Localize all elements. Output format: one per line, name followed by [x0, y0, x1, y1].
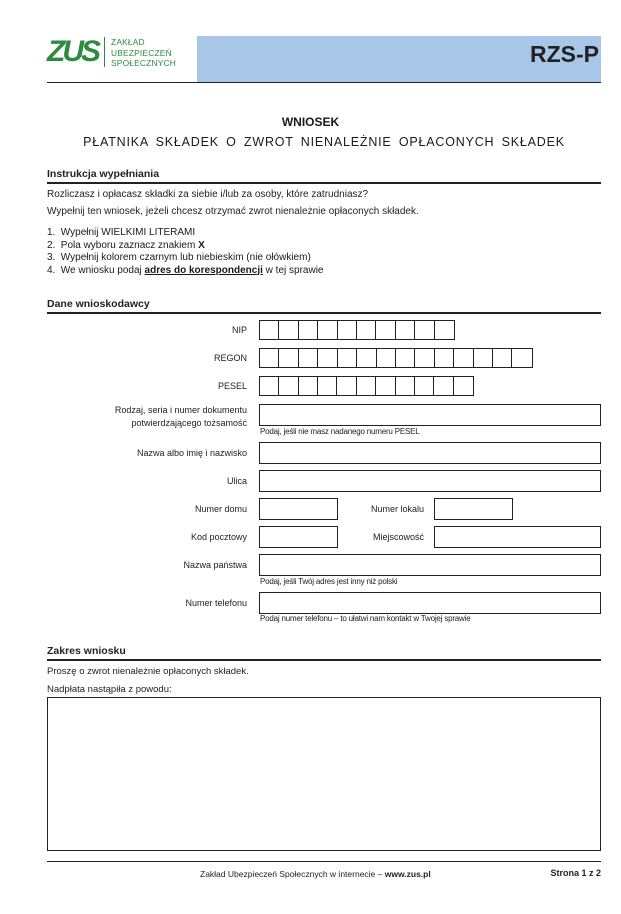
section-divider	[47, 659, 601, 661]
digit-box[interactable]	[299, 377, 318, 395]
digit-box[interactable]	[435, 321, 454, 339]
footer-text: Zakład Ubezpieczeń Społecznych w internecie – www.zus.pl	[200, 869, 431, 879]
phone-label: Numer telefonu	[185, 598, 247, 608]
street-field[interactable]	[259, 470, 601, 492]
digit-box[interactable]	[279, 377, 298, 395]
digit-box[interactable]	[318, 377, 337, 395]
digit-box[interactable]	[338, 349, 357, 367]
page-number: Strona 1 z 2	[550, 868, 601, 878]
digit-box[interactable]	[260, 377, 279, 395]
phone-field[interactable]	[259, 592, 601, 614]
section-heading-instructions: Instrukcja wypełniania	[47, 168, 160, 180]
logo-line-1: ZAKŁAD	[111, 37, 145, 47]
phone-hint: Podaj numer telefonu – to ułatwi nam kontakt w Twojej sprawie	[260, 614, 471, 623]
digit-box[interactable]	[318, 321, 337, 339]
house-number-label: Numer domu	[194, 504, 247, 514]
instructions-intro-1: Rozliczasz i opłacasz składki za siebie i/lub za osoby, które zatrudniasz?	[47, 189, 369, 200]
digit-box[interactable]	[415, 377, 434, 395]
digit-box[interactable]	[454, 349, 473, 367]
section-heading-scope: Zakres wniosku	[47, 645, 126, 657]
digit-box[interactable]	[415, 349, 434, 367]
digit-box[interactable]	[493, 349, 512, 367]
logo-line-2: UBEZPIECZEŃ	[111, 47, 172, 58]
logo-divider	[104, 37, 105, 67]
digit-box[interactable]	[377, 349, 396, 367]
digit-box[interactable]	[357, 349, 376, 367]
digit-box[interactable]	[474, 349, 493, 367]
name-label: Nazwa albo imię i nazwisko	[136, 448, 247, 458]
digit-box[interactable]	[396, 377, 415, 395]
digit-box[interactable]	[260, 349, 279, 367]
list-item: 3. Wypełnij kolorem czarnym lub niebieskim (nie ołówkiem)	[47, 252, 311, 263]
section-divider	[47, 182, 601, 184]
country-label: Nazwa państwa	[183, 560, 247, 570]
id-document-label: Rodzaj, seria i numer dokumentu potwierdzającego tożsamość	[114, 405, 247, 428]
country-hint: Podaj, jeśli Twój adres jest inny niż polski	[260, 577, 398, 586]
city-label: Miejscowość	[372, 532, 424, 542]
digit-box[interactable]	[396, 349, 415, 367]
list-item: 2. Pola wyboru zaznacz znakiem X	[47, 239, 205, 251]
section-heading-applicant: Dane wnioskodawcy	[47, 298, 150, 310]
digit-box[interactable]	[318, 349, 337, 367]
form-code: RZS-P	[530, 41, 599, 67]
id-document-hint: Podaj, jeśli nie masz nadanego numeru PESEL	[260, 427, 420, 436]
city-field[interactable]	[434, 526, 601, 548]
digit-box[interactable]	[279, 349, 298, 367]
nip-input[interactable]	[259, 320, 455, 340]
list-item: 4. We wniosku podaj adres do korespondencji w tej sprawie	[47, 264, 324, 276]
logo-line-3: SPOŁECZNYCH	[111, 58, 177, 68]
digit-box[interactable]	[299, 321, 318, 339]
digit-box[interactable]	[454, 377, 473, 395]
digit-box[interactable]	[415, 321, 434, 339]
scope-text-2: Nadpłata nastąpiła z powodu:	[47, 684, 172, 695]
scope-text-1: Proszę o zwrot nienależnie opłaconych składek.	[47, 666, 249, 677]
digit-box[interactable]	[357, 377, 376, 395]
digit-box[interactable]	[338, 321, 357, 339]
digit-box[interactable]	[512, 349, 531, 367]
regon-label: REGON	[213, 353, 247, 363]
digit-box[interactable]	[376, 377, 395, 395]
page-subtitle: PŁATNIKA SKŁADEK O ZWROT NIENALEŻNIE OPŁACONYCH SKŁADEK	[83, 135, 565, 149]
digit-box[interactable]	[376, 321, 395, 339]
name-field[interactable]	[259, 442, 601, 464]
section-divider	[47, 312, 601, 314]
street-label: Ulica	[226, 476, 247, 486]
digit-box[interactable]	[396, 321, 415, 339]
regon-input[interactable]	[259, 348, 533, 368]
instructions-intro-2: Wypełnij ten wniosek, jeżeli chcesz otrzymać zwrot nienależnie opłaconych składek.	[47, 206, 419, 217]
digit-box[interactable]	[435, 349, 454, 367]
id-document-field[interactable]	[259, 404, 601, 426]
digit-box[interactable]	[260, 321, 279, 339]
flat-number-field[interactable]	[434, 498, 513, 520]
nip-label: NIP	[231, 325, 247, 335]
overpayment-reason-textarea[interactable]	[47, 697, 601, 851]
pesel-input[interactable]	[259, 376, 474, 396]
digit-box[interactable]	[299, 349, 318, 367]
instructions-list	[47, 227, 323, 277]
pesel-label: PESEL	[217, 381, 247, 391]
page-title: WNIOSEK	[281, 115, 340, 129]
list-item: 1. Wypełnij WIELKIMI LITERAMI	[47, 227, 196, 238]
zus-logo-mark: ZUS	[47, 35, 98, 68]
digit-box[interactable]	[279, 321, 298, 339]
footer-link[interactable]: www.zus.pl	[384, 869, 431, 879]
digit-box[interactable]	[357, 321, 376, 339]
zus-logo-text	[111, 37, 176, 69]
digit-box[interactable]	[434, 377, 453, 395]
country-field[interactable]	[259, 554, 601, 576]
header-divider	[47, 82, 601, 83]
flat-number-label: Numer lokalu	[370, 504, 424, 514]
footer-divider	[47, 861, 601, 862]
postal-code-label: Kod pocztowy	[190, 532, 247, 542]
digit-box[interactable]	[337, 377, 356, 395]
